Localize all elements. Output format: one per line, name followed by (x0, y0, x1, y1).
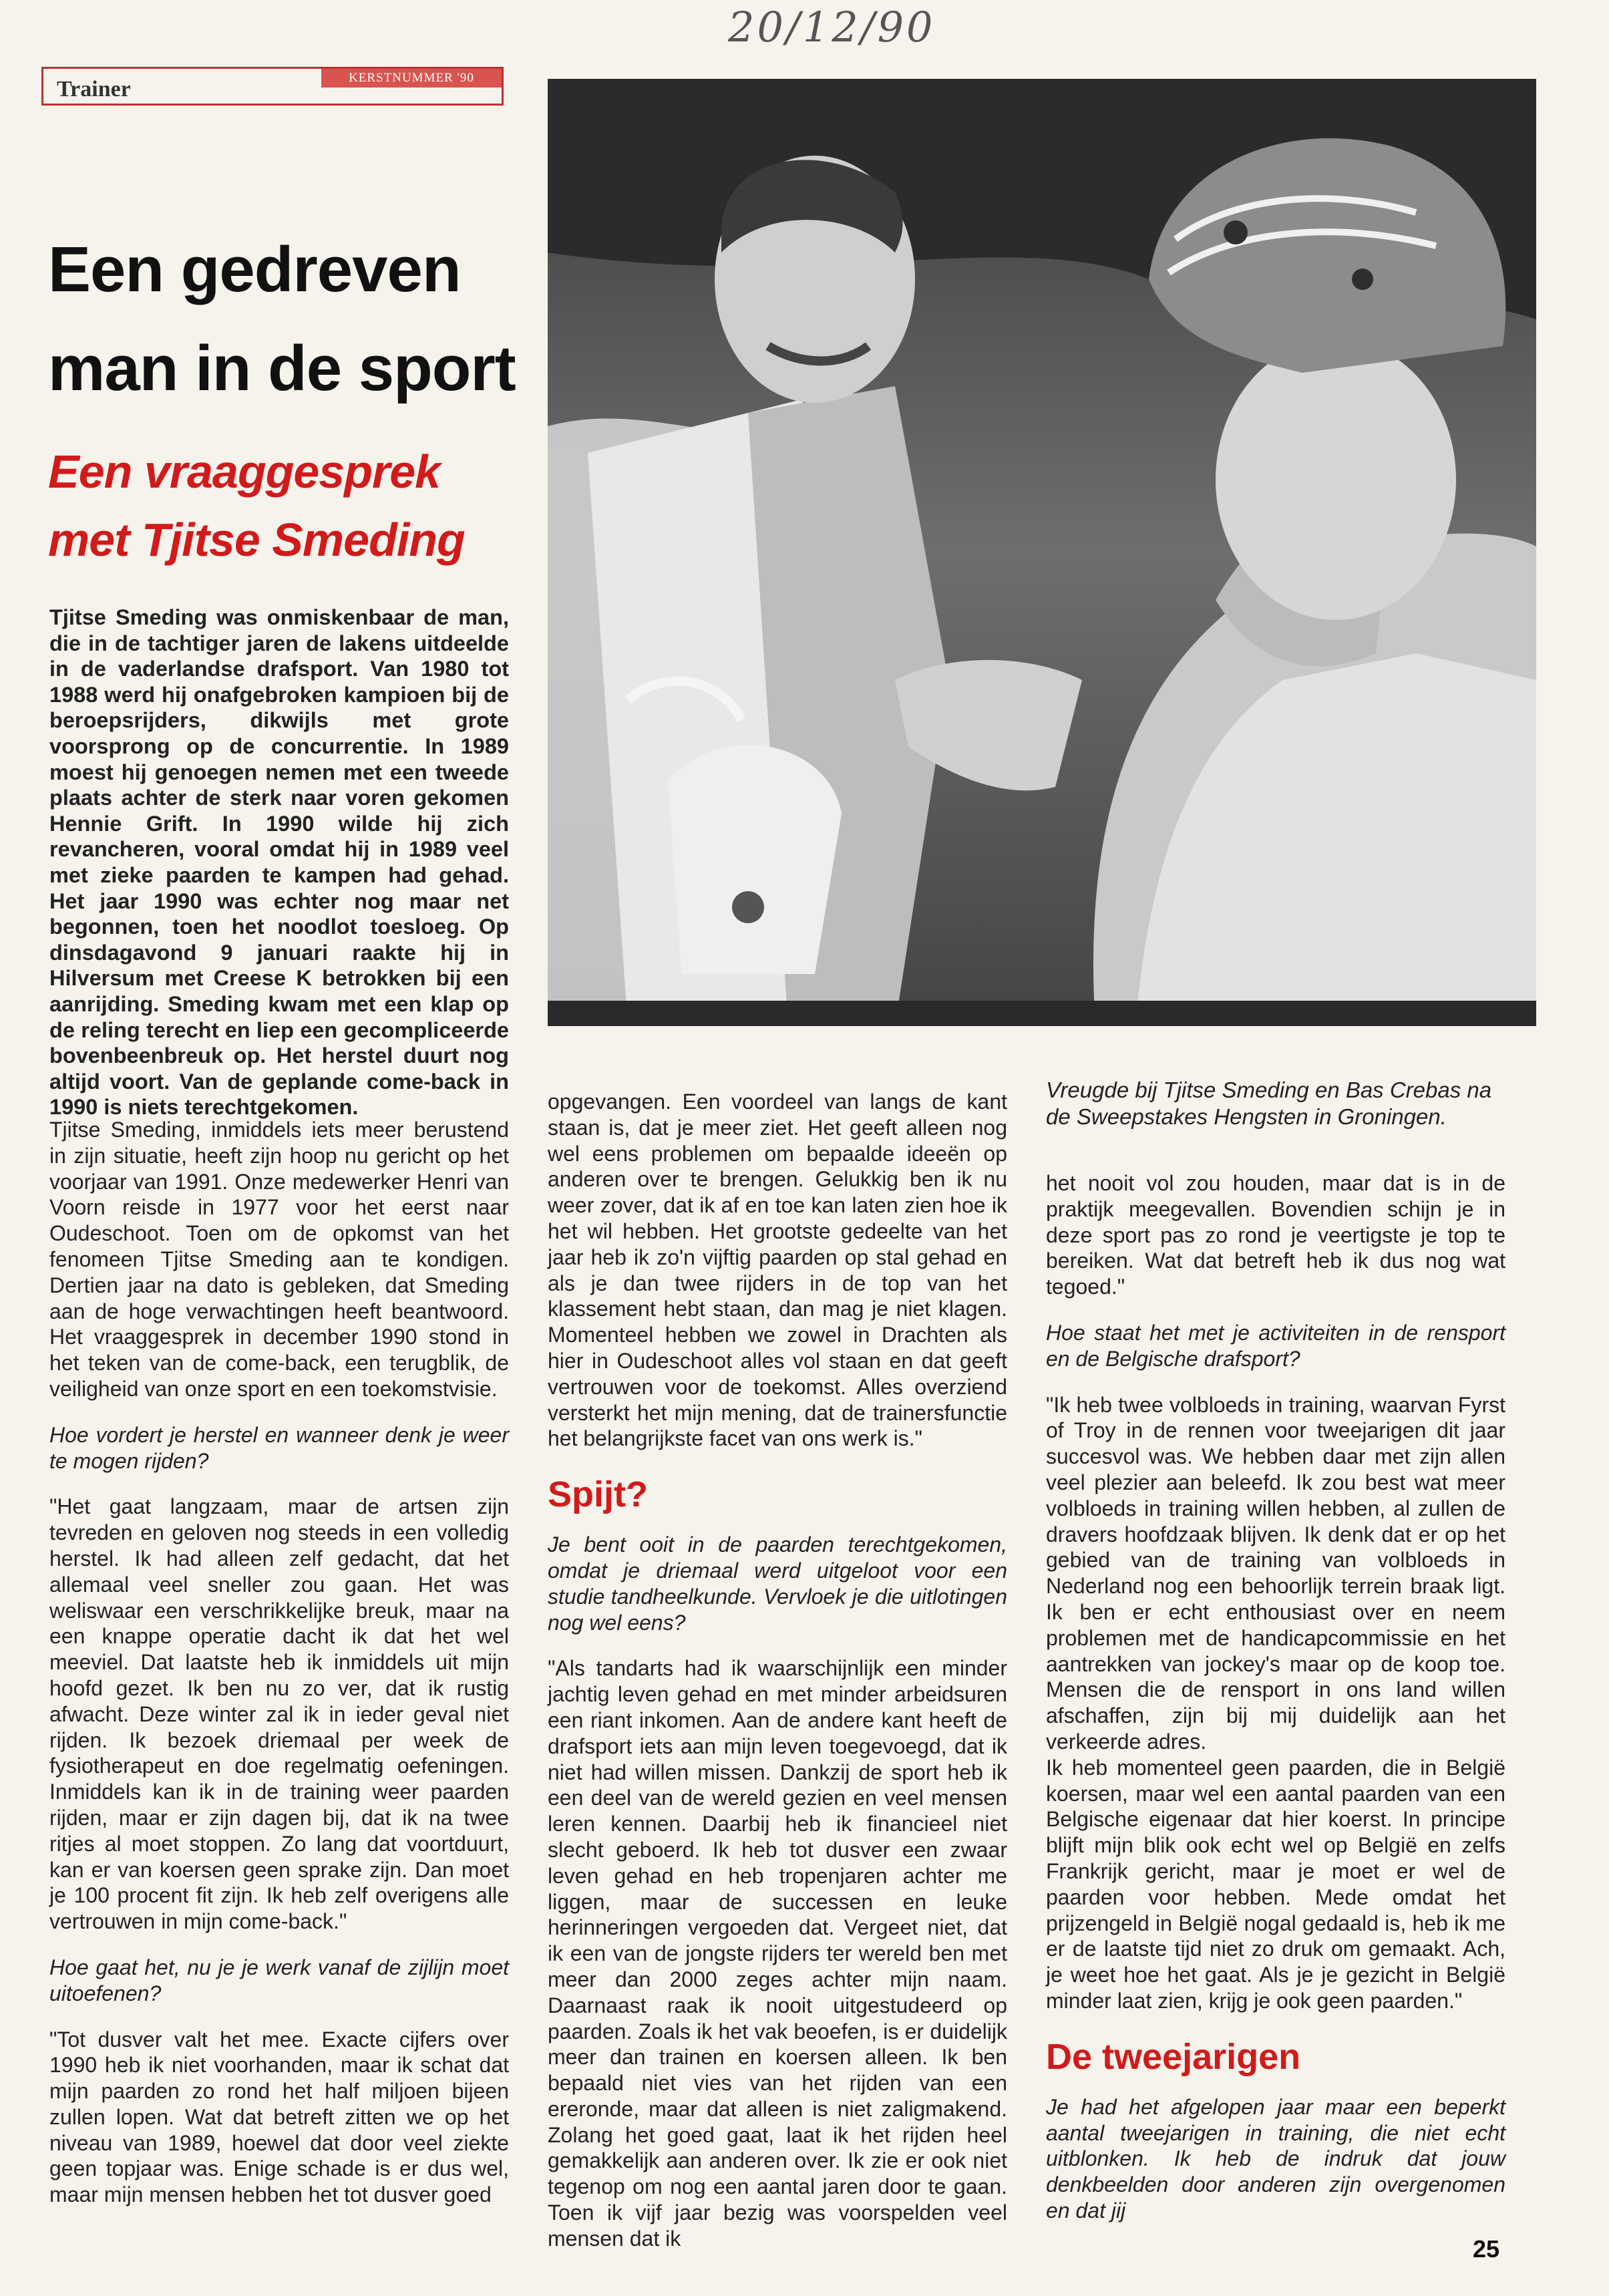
page-number: 25 (1473, 2235, 1500, 2263)
column-1 (49, 1117, 509, 2208)
headline-line-1: Een gedreven (48, 234, 461, 305)
subheadline-line-2: met Tjitse Smeding (48, 514, 465, 566)
answer-sideline: "Tot dusver valt het mee. Exacte cijfers over 1990 heb ik niet voorhanden, maar ik schat dat mijn paarden zo rond het half miljoen bijeen zullen lopen. Wat dat betreft zitten we op het niveau van 1989, hoewel dat door veel ziekte geen topjaar was. Enige schade is er dus wel, maar mijn mensen hebben het tot dusver goed (49, 2027, 509, 2207)
issue-label: KERSTNUMMER '90 (321, 69, 502, 88)
continued-paragraph-3: het nooit vol zou houden, maar dat is in de praktijk meegevallen. Bovendien schijn je in deze sport pas zo rond je veertigste je top te bereiken. Wat dat betreft heb ik dus nog wat tegoed." (1046, 1171, 1505, 1299)
question-sideline: Hoe gaat het, nu je je werk vanaf de zijlijn moet uitoefenen? (49, 1955, 509, 2005)
section-tag (41, 67, 504, 106)
photo-caption: Vreugde bij Tjitse Smeding en Bas Crebas na de Sweepstakes Hengsten in Groningen. (1046, 1078, 1492, 1129)
subtitle-spijt: Spijt? (548, 1474, 648, 1515)
answer-recovery: "Het gaat langzaam, maar de artsen zijn tevreden en geloven nog steeds in een volledig herstel. Ik had alleen zelf gedacht, dat het allemaal veel sneller zou gaan. Het was weliswaar een verschrikkelijke breuk, maar na een knappe operatie dacht ik dat het wel meeviel. Dat laatste heb ik inmiddels uit mijn hoofd gezet. Ik ben nu zo ver, dat ik rustig afwacht. Deze winter zal ik in ieder geval niet rijden. Ik bezoek driemaal per week de fysiotherapeut en doe regelmatig oefeningen. Inmiddels kan ik in de training weer paarden rijden, maar er zijn dagen bij, dat ik na twee ritjes al moet stoppen. Zo lang dat voortduurt, kan er van koersen geen sprake zijn. Dan moet je 100 procent fit zijn. Ik heb zelf overigens alle vertrouwen in mijn come-back." (49, 1494, 509, 1934)
question-two-year-olds: Je had het afgelopen jaar maar een beperkt aantal tweejarigen in training, die niet echt uitblonken. Ik heb de indruk dat jouw denkbeelden door anderen zijn overgenomen en dat jij (1046, 2094, 1505, 2223)
answer-belgium: Ik heb momenteel geen paarden, die in België koersen, maar wel een aantal paarden van een Belgische eigenaar dat hier koerst. In principe blijft mijn blik ook echt wel op België en zelfs Frankrijk gericht, maar je moet er wel de paarden voor hebben. Mede omdat het prijzengeld in België nogal gedaald is, heb ik me er de laatste tijd niet zo druk om gemaakt. Ach, je weet hoe het gaat. Als je je gezicht in België minder laat zien, krijg je ook geen paarden." (1046, 1755, 1505, 2013)
section-name: Trainer (57, 77, 131, 102)
column-2 (548, 1089, 1007, 2252)
article-photo (548, 79, 1536, 1026)
headline (48, 220, 542, 418)
lead-paragraph: Tjitse Smeding was onmiskenbaar de man, die in de tachtiger jaren de lakens uitdeelde in de vaderlandse drafsport. Van 1980 tot 1988 werd hij onafgebroken kampioen bij de beroepsrijders, dikwijls met grote voorsprong op de concurrentie. In 1989 moest hij genoegen nemen met een tweede plaats achter de sterk naar voren gekomen Hennie Grift. In 1990 wilde hij zich revancheren, vooral omdat hij in 1989 veel met zieke paarden te kampen had gehad. Het jaar 1990 was echter nog maar net begonnen, toen het noodlot toesloeg. Op dinsdagavond 9 januari raakte hij in Hilversum met Creese K betrokken bij een aanrijding. Smeding kwam met een klap op de reling terecht en liep een gecompliceerde bovenbeenbreuk op. Het herstel duurt nog altijd voort. Van de geplande come-back in 1990 is niets terechtgekomen. (49, 605, 509, 1120)
continued-paragraph: opgevangen. Een voordeel van langs de kant staan is, dat je meer ziet. Het geeft alleen nog wel eens problemen om bepaalde ideeën op anderen over te brengen. Gelukkig ben ik nu weer zover, dat ik af en toe kan laten zien hoe ik het wil hebben. Het grootste gedeelte van het jaar heb ik zo'n vijftig paarden op stal gehad en als je dan twee rijders in de top van het klassement hebt staan, dan mag je niet klagen. Momenteel hebben we zowel in Drachten als hier in Oudeschoot alles vol staan en dat geeft vertrouwen voor de toekomst. Alles overziend versterkt het mijn mening, dat de trainersfunctie het belangrijkste facet van ons werk is." (548, 1090, 1007, 1451)
answer-racing: "Ik heb twee volbloeds in training, waarvan Fyrst of Troy in de rennen voor tweejarigen dit jaar succesvol was. We hebben daar met zijn allen veel plezier aan beleefd. Ik zou best wat meer volbloeds in training willen hebben, al zullen de dravers hoofdzaak blijven. Ik denk dat er op het gebied van de training van volbloeds in Nederland nog een behoorlijk terrein braak ligt. Ik ben er echt enthousiast over en neem problemen met de handicapcommissie en het aantrekken van jockey's maar op de koop toe. Mensen die de rensport in ons land willen afschaffen, zijn bij mij duidelijk aan het verkeerde adres. (1046, 1392, 1505, 1754)
question-recovery: Hoe vordert je herstel en wanneer denk je weer te mogen rijden? (49, 1422, 509, 1473)
column-3 (1046, 1170, 1505, 2224)
subtitle-tweejarigen: De tweejarigen (1046, 2036, 1301, 2077)
subheadline (48, 438, 542, 574)
handwritten-date: 20/12/90 (728, 3, 936, 51)
intro-paragraph: Tjitse Smeding, inmiddels iets meer berustend in zijn situatie, heeft zijn hoop nu gericht op het voorjaar van 1991. Onze medewerker Henri van Voorn reisde in 1977 voor het eerst naar Oudeschoot. Toen om de opkomst van het fenomeen Tjitse Smeding aan te kondigen. Dertien jaar na dato is gebleken, dat Smeding aan de hoge verwachtingen heeft beantwoord. Het vraaggesprek in december 1990 stond in het teken van de come-back, een terugblik, de veiligheid van onze sport en een toekomstvisie. (49, 1118, 509, 1401)
subheadline-line-1: Een vraaggesprek (48, 446, 441, 498)
answer-regret: "Als tandarts had ik waarschijnlijk een minder jachtig leven gehad en met minder arbeidsuren een riant inkomen. Aan de andere kant heeft de drafsport iets aan mijn leven toegevoegd, dat ik niet had willen missen. Dankzij de sport heb ik een deel van de wereld gezien en veel mensen leren kennen. Daarbij heb ik financieel niet slecht geboerd. Ik heb tot dusver een zwaar leven gehad en heb tropenjaren achter me liggen, maar de successen en leuke herinneringen vergoeden dat. Vergeet niet, dat ik een van de jongste rijders ter wereld ben met meer dan 2000 zeges achter mijn naam. Daarnaast raak ik nooit uitgestudeerd op paarden. Zoals ik het vak beoefen, is er duidelijk meer dan trainen en koersen alleen. Ik ben bepaald niet vies van het rijden van een ereronde, maar dat alleen is niet zaligmakend. Zolang het goed gaat, laat ik het rijden heel gemakkelijk aan anderen over. Ik zie er ook niet tegenop om nog een aantal jaren door te gaan. Toen ik vijf jaar bezig was voorspelden veel mensen dat ik (548, 1656, 1007, 2251)
question-racing: Hoe staat het met je activiteiten in de rensport en de Belgische drafsport? (1046, 1320, 1505, 1371)
question-regret: Je bent ooit in de paarden terechtgekomen, omdat je driemaal werd uitgeloot voor een studie tandheelkunde. Vervloek je die uitlotingen nog wel eens? (548, 1532, 1007, 1635)
headline-line-2: man in de sport (48, 333, 516, 404)
